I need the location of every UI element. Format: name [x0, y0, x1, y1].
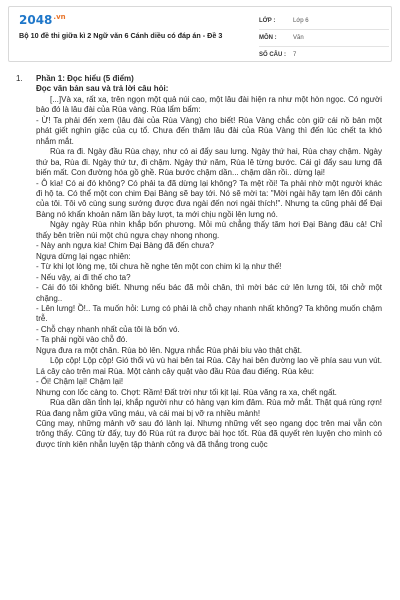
meta-row-subject: [259, 30, 389, 47]
meta-key: LỚP :: [259, 18, 276, 24]
part-title: Phần 1: Đọc hiểu (5 điểm): [36, 74, 134, 83]
passage-paragraph: - Ối! Chậm lại! Chậm lại!: [36, 377, 124, 387]
reading-passage: [36, 95, 382, 450]
question-body: [36, 74, 382, 450]
meta-value: Văn: [293, 35, 304, 41]
passage-paragraph: Ngựa dừng lại ngạc nhiên:: [36, 251, 131, 261]
document-header: [8, 6, 392, 62]
passage-paragraph: - Này anh ngựa kia! Chim Đại Bàng đã đến chưa?: [36, 241, 214, 251]
passage-paragraph: Nhưng con lốc càng to. Chợt: Rầm! Đất trời như tối kịt lại. Rùa văng ra xa, chết ngất.: [36, 387, 337, 397]
meta-key: SỐ CÂU :: [259, 52, 286, 58]
passage-paragraph: Ngày ngày Rùa nhìn khắp bốn phương. Mỏi mù chẳng thấy tăm hơi Đại Bàng đâu cả! Chỉ thấy bên triền núi một chú ngựa chạy nhong nhong.: [36, 220, 382, 240]
passage-paragraph: - Ô kìa! Có ai đó không? Có phải ta đã dừng lại không? Ta mệt rồi! Ta phải nhờ một người khác đi hộ ta. Có thể một con chim Đại Bàng sẽ bay tới. Nó sẽ mời ta: "Mời ngài hãy tạm lên đôi cánh của tôi. Tôi vô cùng sung sướng được đưa ngài đến nơi ngài thích!". Nhưng ta cũng phải để Đại Bàng nó khẩn khoản năm lần bảy lượt, ta mới chịu ngồi lên lưng nó.: [36, 178, 382, 219]
logo-text: 2048: [19, 13, 53, 27]
passage-paragraph: - Lên lưng! Ồ!.. Ta muốn hỏi: Lưng có phải là chỗ chạy nhanh nhất không? Ta không muốn chậm trễ.: [36, 303, 382, 324]
meta-row-count: [259, 47, 389, 63]
passage-paragraph: Lộp cộp! Lộp cộp! Gió thổi vù vù hai bên tai Rùa. Cây hai bên đường lao về phía sau vun vút. Lá cây cào trên mai Rùa. Một cành cây quật vào đầu Rùa đau điếng. Rùa kêu:: [36, 356, 382, 376]
question-number: 1.: [16, 74, 23, 83]
passage-paragraph: Rùa dần dần tỉnh lại, khắp người như có hàng vạn kim đâm. Rùa mở mắt. Thật quá rùng rợn! Rùa đang nằm giữa vũng máu, và cái mai bị vỡ ra nhiều mảnh!: [36, 398, 382, 418]
meta-value: 7: [293, 52, 297, 58]
site-logo[interactable]: [19, 13, 66, 27]
question-content: [8, 74, 392, 450]
passage-paragraph: - Nếu vậy, ai đi thế cho ta?: [36, 272, 131, 282]
passage-paragraph: - Ừ! Ta phải đến xem (lâu đài của Rùa Vàng) cho biết! Rùa Vàng chắc còn giữ cái nồ bản một phát giết nghìn giặc của cụ tổ. Chưa đến thăm lâu đài của Rùa Vàng thì đến lúc chết ta khó nhắm mắt.: [36, 115, 382, 146]
passage-paragraph: [...]Và xa, rất xa, trên ngọn một quả núi cao, một lâu đài hiện ra như một hòn ngọc. Có người bảo đó là lâu đài của Rùa vàng. Rùa lẩm bẩm:: [36, 94, 382, 115]
question-item: [8, 74, 392, 450]
passage-paragraph: - Từ khi lọt lòng mẹ, tôi chưa hề nghe tên một con chim kì lạ như thế!: [36, 262, 282, 272]
document-title: Bộ 10 đề thi giữa kì 2 Ngữ văn 6 Cánh diều có đáp án - Đề 3: [19, 31, 223, 40]
passage-paragraph: - Chỗ chạy nhanh nhất của tôi là bốn vó.: [36, 324, 180, 334]
passage-paragraph: Cũng may, những mảnh vỡ sau đó lành lại. Nhưng những vết sẹo ngang dọc trên mai vẫn còn trông thấy. Cũng từ đấy, tuy đó Rùa rút ra được bài học tốt. Rùa đã quyết rèn luyện cho mình có được tính kiên nhẫn luyện tập thành công và đã thắng trong cuộc: [36, 418, 382, 449]
question-instruction: Đọc văn bản sau và trả lời câu hỏi:: [36, 84, 169, 94]
passage-paragraph: - Cái đó tôi không biết. Nhưng nếu bác đã mỏi chân, thì mời bác cứ lên lưng tôi, tôi chở một chặng..: [36, 283, 382, 303]
passage-paragraph: Rùa ra đi. Ngày đầu Rùa chạy, như có ai đẩy sau lưng. Ngày thứ hai, Rùa chạy chậm. Ngày thứ ba, Rùa đi. Ngày thứ tư, đi chậm. Ngày thứ năm, Rùa lê từng bước. Cái gì đẩy sau lưng đã biến mất. Con đường hóa gồ ghề. Rùa bước chậm dần... chậm dần rồi.. dừng lại!: [36, 147, 382, 178]
meta-key: MÔN :: [259, 35, 277, 41]
logo-suffix: .vn: [53, 13, 66, 21]
meta-value: Lớp 6: [293, 18, 309, 24]
meta-row-class: [259, 13, 389, 30]
passage-paragraph: Ngựa đưa ra một chân. Rùa bò lên. Ngựa nhắc Rùa phải bíu vào thật chặt.: [36, 345, 303, 355]
passage-paragraph: - Ta phải ngồi vào chỗ đó.: [36, 335, 128, 345]
meta-table: [259, 13, 389, 63]
